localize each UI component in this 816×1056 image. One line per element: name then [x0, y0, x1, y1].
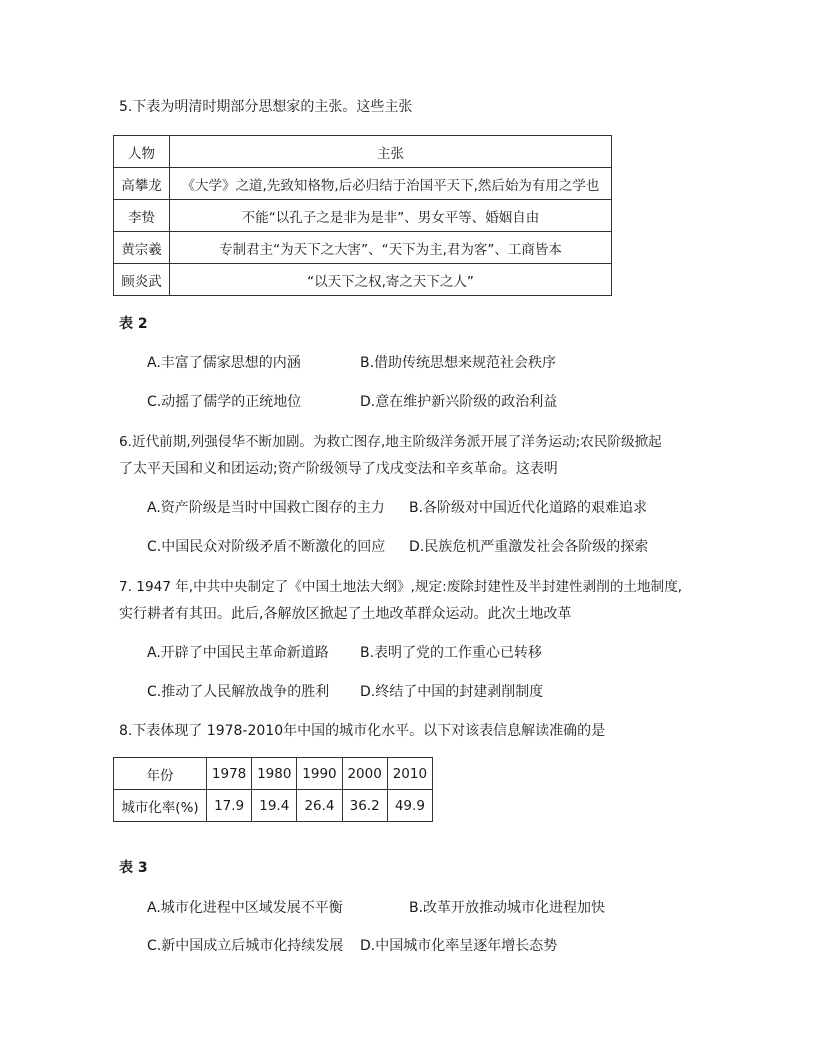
person-cell: 顾炎武	[114, 264, 170, 296]
table-row	[114, 200, 612, 232]
q6-option-c[interactable]: C.中国民众对阶级矛盾不断激化的回应	[147, 539, 386, 555]
header-person: 人物	[114, 136, 170, 168]
header-claim: 主张	[170, 136, 612, 168]
person-cell: 黄宗羲	[114, 232, 170, 264]
person-cell: 高攀龙	[114, 168, 170, 200]
q6-option-a[interactable]: A.资产阶级是当时中国救亡图存的主力	[147, 500, 385, 516]
table-row	[114, 168, 612, 200]
question-7-stem-line1: 7. 1947 年,中共中央制定了《中国土地法大纲》,规定:废除封建性及半封建性剥削的土地制度,	[119, 579, 683, 595]
q6-option-b[interactable]: B.各阶级对中国近代化道路的艰难追求	[409, 500, 648, 516]
q6-option-d[interactable]: D.民族危机严重激发社会各阶级的探索	[409, 539, 649, 555]
claim-cell: “以天下之权,寄之天下之人”	[170, 264, 612, 296]
year-cell: 1978	[207, 758, 252, 790]
question-8-stem: 8.下表体现了 1978-2010年中国的城市化水平。以下对该表信息解读准确的是	[119, 723, 606, 739]
year-row	[114, 758, 433, 790]
urbanization-table	[113, 757, 433, 822]
question-7-stem-line2: 实行耕者有其田。此后,各解放区掀起了土地改革群众运动。此次土地改革	[119, 606, 572, 622]
q5-option-d[interactable]: D.意在维护新兴阶级的政治利益	[360, 394, 558, 410]
rate-cell: 49.9	[387, 790, 432, 822]
thinkers-table	[113, 135, 612, 296]
q8-option-d[interactable]: D.中国城市化率呈逐年增长态势	[360, 938, 558, 954]
claim-cell: 专制君主“为天下之大害”、“天下为主,君为客”、工商皆本	[170, 232, 612, 264]
rate-cell: 26.4	[297, 790, 342, 822]
question-5-stem: 5.下表为明清时期部分思想家的主张。这些主张	[119, 99, 413, 115]
q7-option-b[interactable]: B.表明了党的工作重心已转移	[360, 645, 543, 661]
person-cell: 李贽	[114, 200, 170, 232]
year-cell: 2010	[387, 758, 432, 790]
year-label-cell: 年份	[114, 758, 207, 790]
rate-cell: 19.4	[252, 790, 297, 822]
q8-option-c[interactable]: C.新中国成立后城市化持续发展	[147, 938, 344, 954]
year-cell: 1990	[297, 758, 342, 790]
q8-option-a[interactable]: A.城市化进程中区域发展不平衡	[147, 900, 343, 916]
question-6-stem-line1: 6.近代前期,列强侵华不断加剧。为救亡图存,地主阶级洋务派开展了洋务运动;农民阶级掀起	[119, 434, 662, 450]
rate-cell: 36.2	[342, 790, 387, 822]
rate-row	[114, 790, 433, 822]
q5-option-b[interactable]: B.借助传统思想来规范社会秩序	[360, 355, 557, 371]
q5-option-a[interactable]: A.丰富了儒家思想的内涵	[147, 355, 301, 371]
question-6-stem-line2: 了太平天国和义和团运动;资产阶级领导了戊戌变法和辛亥革命。这表明	[119, 461, 558, 477]
table-header-row	[114, 136, 612, 168]
claim-cell: 《大学》之道,先致知格物,后必归结于治国平天下,然后始为有用之学也	[170, 168, 612, 200]
claim-cell: 不能“以孔子之是非为是非”、男女平等、婚姻自由	[170, 200, 612, 232]
table-2-caption: 表 2	[119, 316, 148, 332]
q7-option-d[interactable]: D.终结了中国的封建剥削制度	[360, 684, 544, 700]
q8-option-b[interactable]: B.改革开放推动城市化进程加快	[409, 900, 606, 916]
q7-option-c[interactable]: C.推动了人民解放战争的胜利	[147, 684, 330, 700]
q7-option-a[interactable]: A.开辟了中国民主革命新道路	[147, 645, 329, 661]
q5-option-c[interactable]: C.动摇了儒学的正统地位	[147, 394, 302, 410]
table-row	[114, 232, 612, 264]
table-row	[114, 264, 612, 296]
year-cell: 1980	[252, 758, 297, 790]
rate-label-cell: 城市化率(%)	[114, 790, 207, 822]
table-3-caption: 表 3	[119, 860, 148, 876]
rate-cell: 17.9	[207, 790, 252, 822]
year-cell: 2000	[342, 758, 387, 790]
